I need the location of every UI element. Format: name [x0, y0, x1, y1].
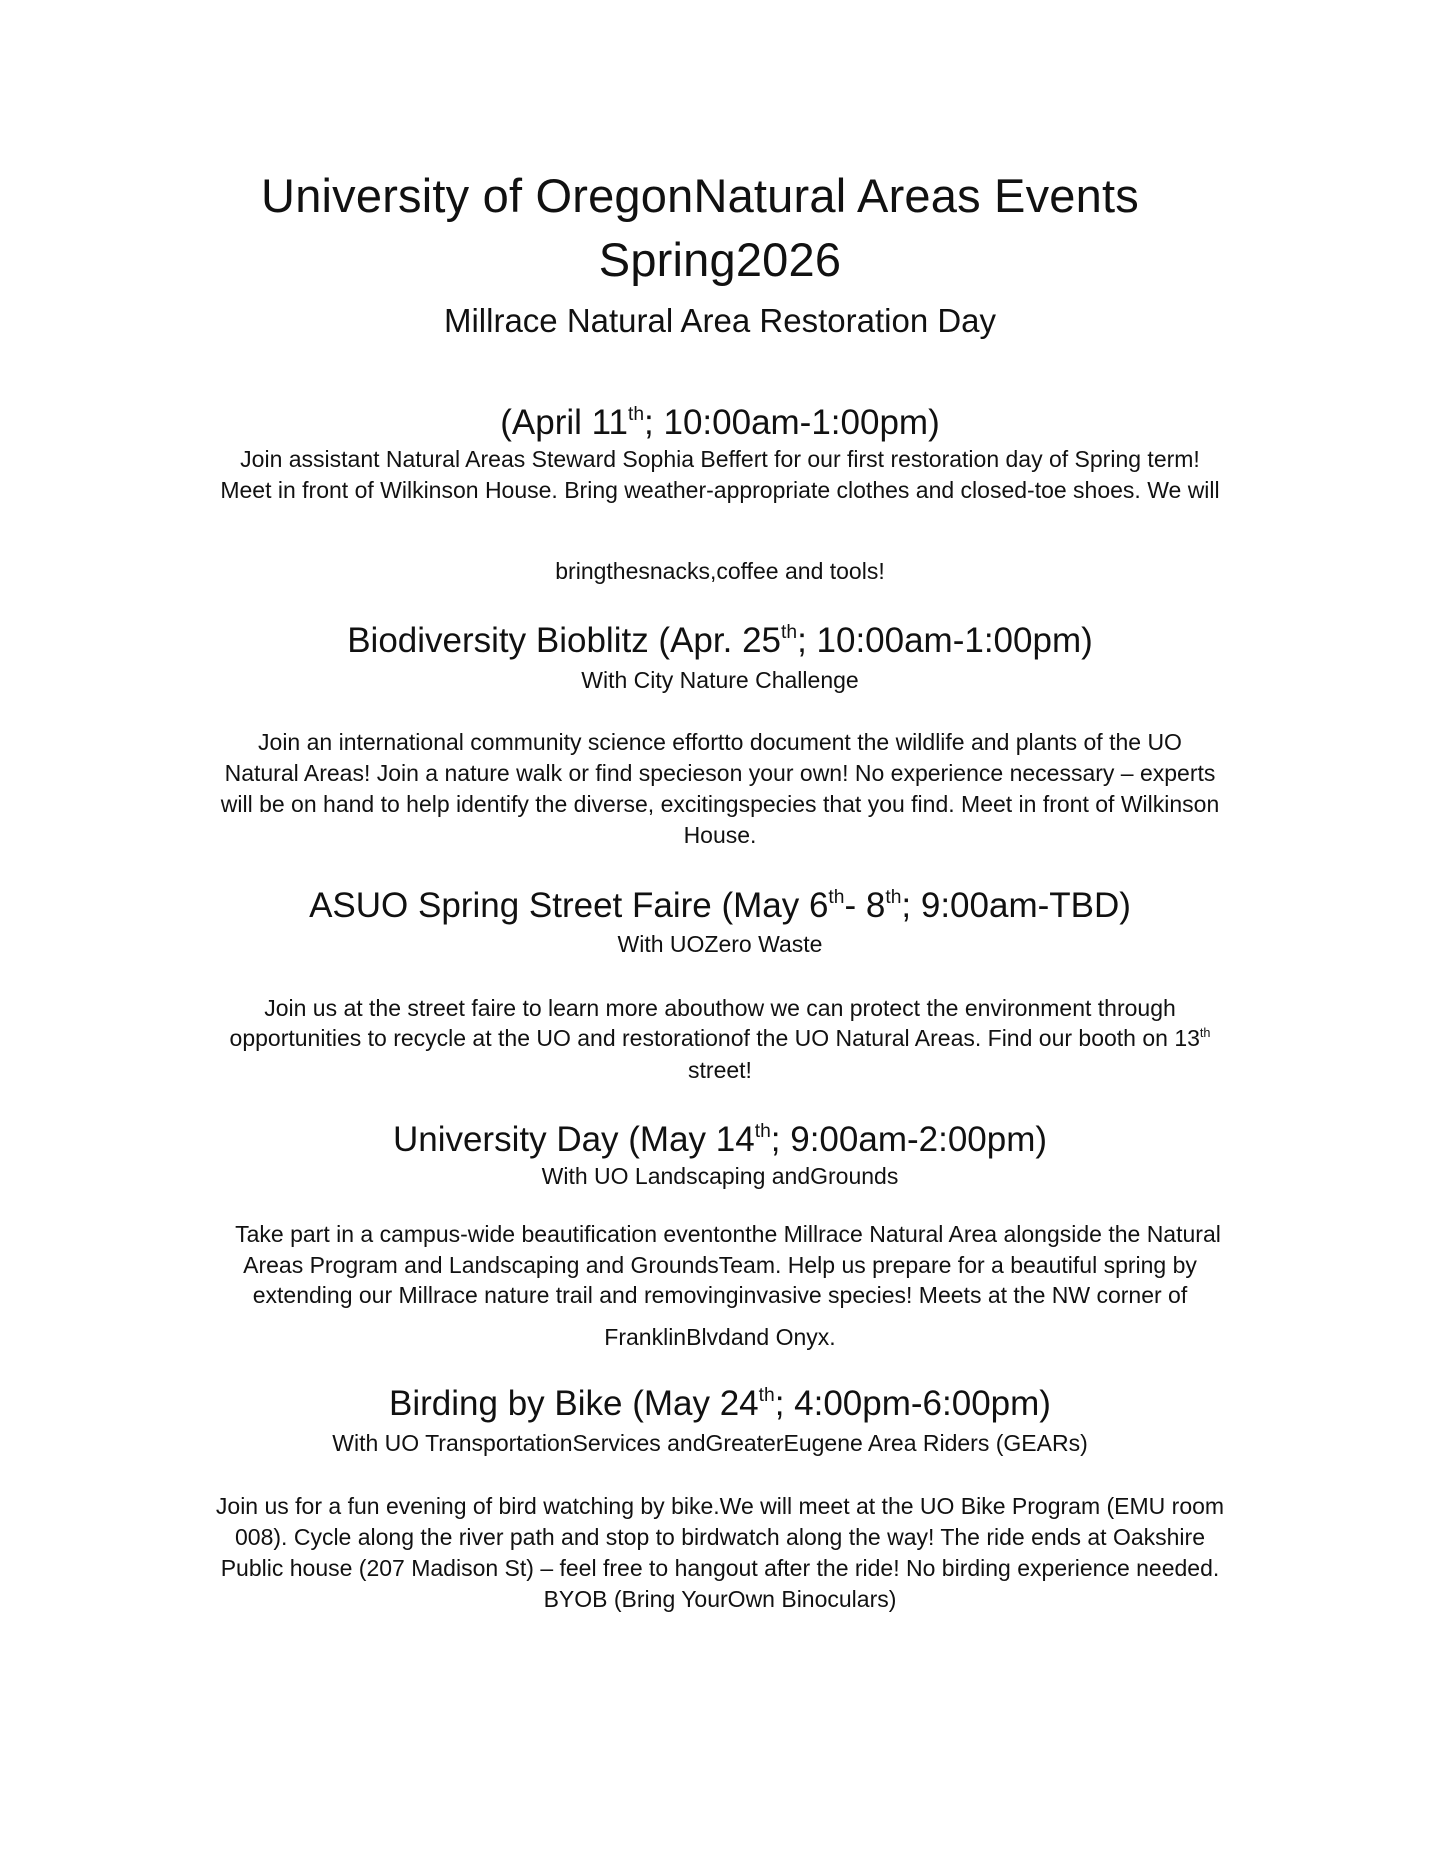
event-4-heading — [0, 1122, 1440, 1157]
event-3-heading-time: ; 9:00am-TBD) — [901, 886, 1131, 925]
event-1-body-line: Meet in front of Wilkinson House. Bring weather-appropriate clothes and closed-toe shoes. We will — [220, 477, 1220, 503]
event-1-body-line: bringthesnacks,coffee and tools! — [555, 558, 885, 584]
event-5-body-line: Join us for a fun evening of bird watching by bike.We will meet at the UO Bike Program (EMU room — [215, 1493, 1225, 1519]
event-3-heading-range: - 8 — [844, 886, 886, 925]
event-1-when-date: (April 11 — [500, 403, 628, 442]
event-5-body-line: BYOB (Bring YourOwn Binoculars) — [543, 1586, 897, 1612]
event-2-body-line: Join an international community science effortto document the wildlife and plants of the UO — [258, 729, 1182, 755]
event-5-heading-ordinal: th — [758, 1384, 775, 1406]
event-4-heading-time: ; 9:00am-2:00pm) — [770, 1120, 1048, 1159]
event-3-body-line: street! — [688, 1057, 752, 1083]
event-2-body-line: Natural Areas! Join a nature walk or find specieson your own! No experience necessary – experts — [224, 760, 1216, 786]
event-3-body-text: opportunities to recycle at the UO and restorationof the UO Natural Areas. Find our booth on 13 — [229, 1025, 1200, 1051]
event-2-heading-text: Biodiversity Bioblitz (Apr. 25 — [347, 621, 781, 660]
event-5-body-line: Public house (207 Madison St) – feel free to hangout after the ride! No birding experience needed. — [220, 1555, 1220, 1581]
event-2-heading — [0, 623, 1440, 658]
event-3-heading-ordinal: th — [885, 886, 902, 908]
event-4-heading-ordinal: th — [754, 1120, 771, 1142]
event-3-heading-text: ASUO Spring Street Faire (May 6 — [309, 886, 829, 925]
page-title-line2: Spring2026 — [598, 233, 842, 286]
event-5-heading-text: Birding by Bike (May 24 — [389, 1384, 759, 1423]
event-4-body-line: extending our Millrace nature trail and removinginvasive species! Meets at the NW corner of — [252, 1282, 1188, 1308]
event-1-when — [0, 405, 1440, 440]
event-1-name: Millrace Natural Area Restoration Day — [443, 302, 997, 339]
event-2-body-line: House. — [683, 822, 757, 848]
event-4-body-line: FranklinBlvdand Onyx. — [604, 1324, 836, 1350]
event-1-when-ordinal: th — [627, 403, 645, 425]
event-3-heading — [0, 888, 1440, 923]
event-3-body-line — [0, 1027, 1440, 1050]
event-1-when-time: ; 10:00am-1:00pm) — [644, 403, 940, 442]
event-4-body-line: Areas Program and Landscaping and GroundsTeam. Help us prepare for a beautiful spring by — [243, 1252, 1197, 1278]
event-2-body-line: will be on hand to help identify the diverse, excitingspecies that you find. Meet in front of Wilkinson — [220, 791, 1220, 817]
event-4-heading-text: University Day (May 14 — [392, 1120, 755, 1159]
event-2-heading-time: ; 10:00am-1:00pm) — [797, 621, 1093, 660]
event-1-body-line: Join assistant Natural Areas Steward Sophia Beffert for our first restoration day of Spring term! — [240, 446, 1200, 472]
event-5-heading — [0, 1386, 1440, 1421]
event-5-body-line: 008). Cycle along the river path and stop to birdwatch along the way! The ride ends at Oakshire — [235, 1524, 1205, 1550]
event-4-partner: With UO Landscaping andGrounds — [541, 1163, 899, 1189]
event-2-partner: With City Nature Challenge — [581, 667, 859, 693]
event-3-partner: With UOZero Waste — [617, 931, 823, 957]
event-5-partner: With UO TransportationServices andGreaterEugene Area Riders (GEARs) — [332, 1430, 1088, 1456]
event-4-body-line: Take part in a campus-wide beautification eventonthe Millrace Natural Area alongside the Natural — [235, 1221, 1221, 1247]
event-3-body-ordinal: th — [1199, 1025, 1211, 1040]
page-title-line1: University of OregonNatural Areas Events — [261, 169, 1139, 222]
event-5-heading-time: ; 4:00pm-6:00pm) — [774, 1384, 1051, 1423]
event-3-heading-ordinal: th — [828, 886, 845, 908]
event-3-body-line: Join us at the street faire to learn more abouthow we can protect the environment through — [264, 995, 1176, 1021]
event-2-heading-ordinal: th — [781, 621, 798, 643]
